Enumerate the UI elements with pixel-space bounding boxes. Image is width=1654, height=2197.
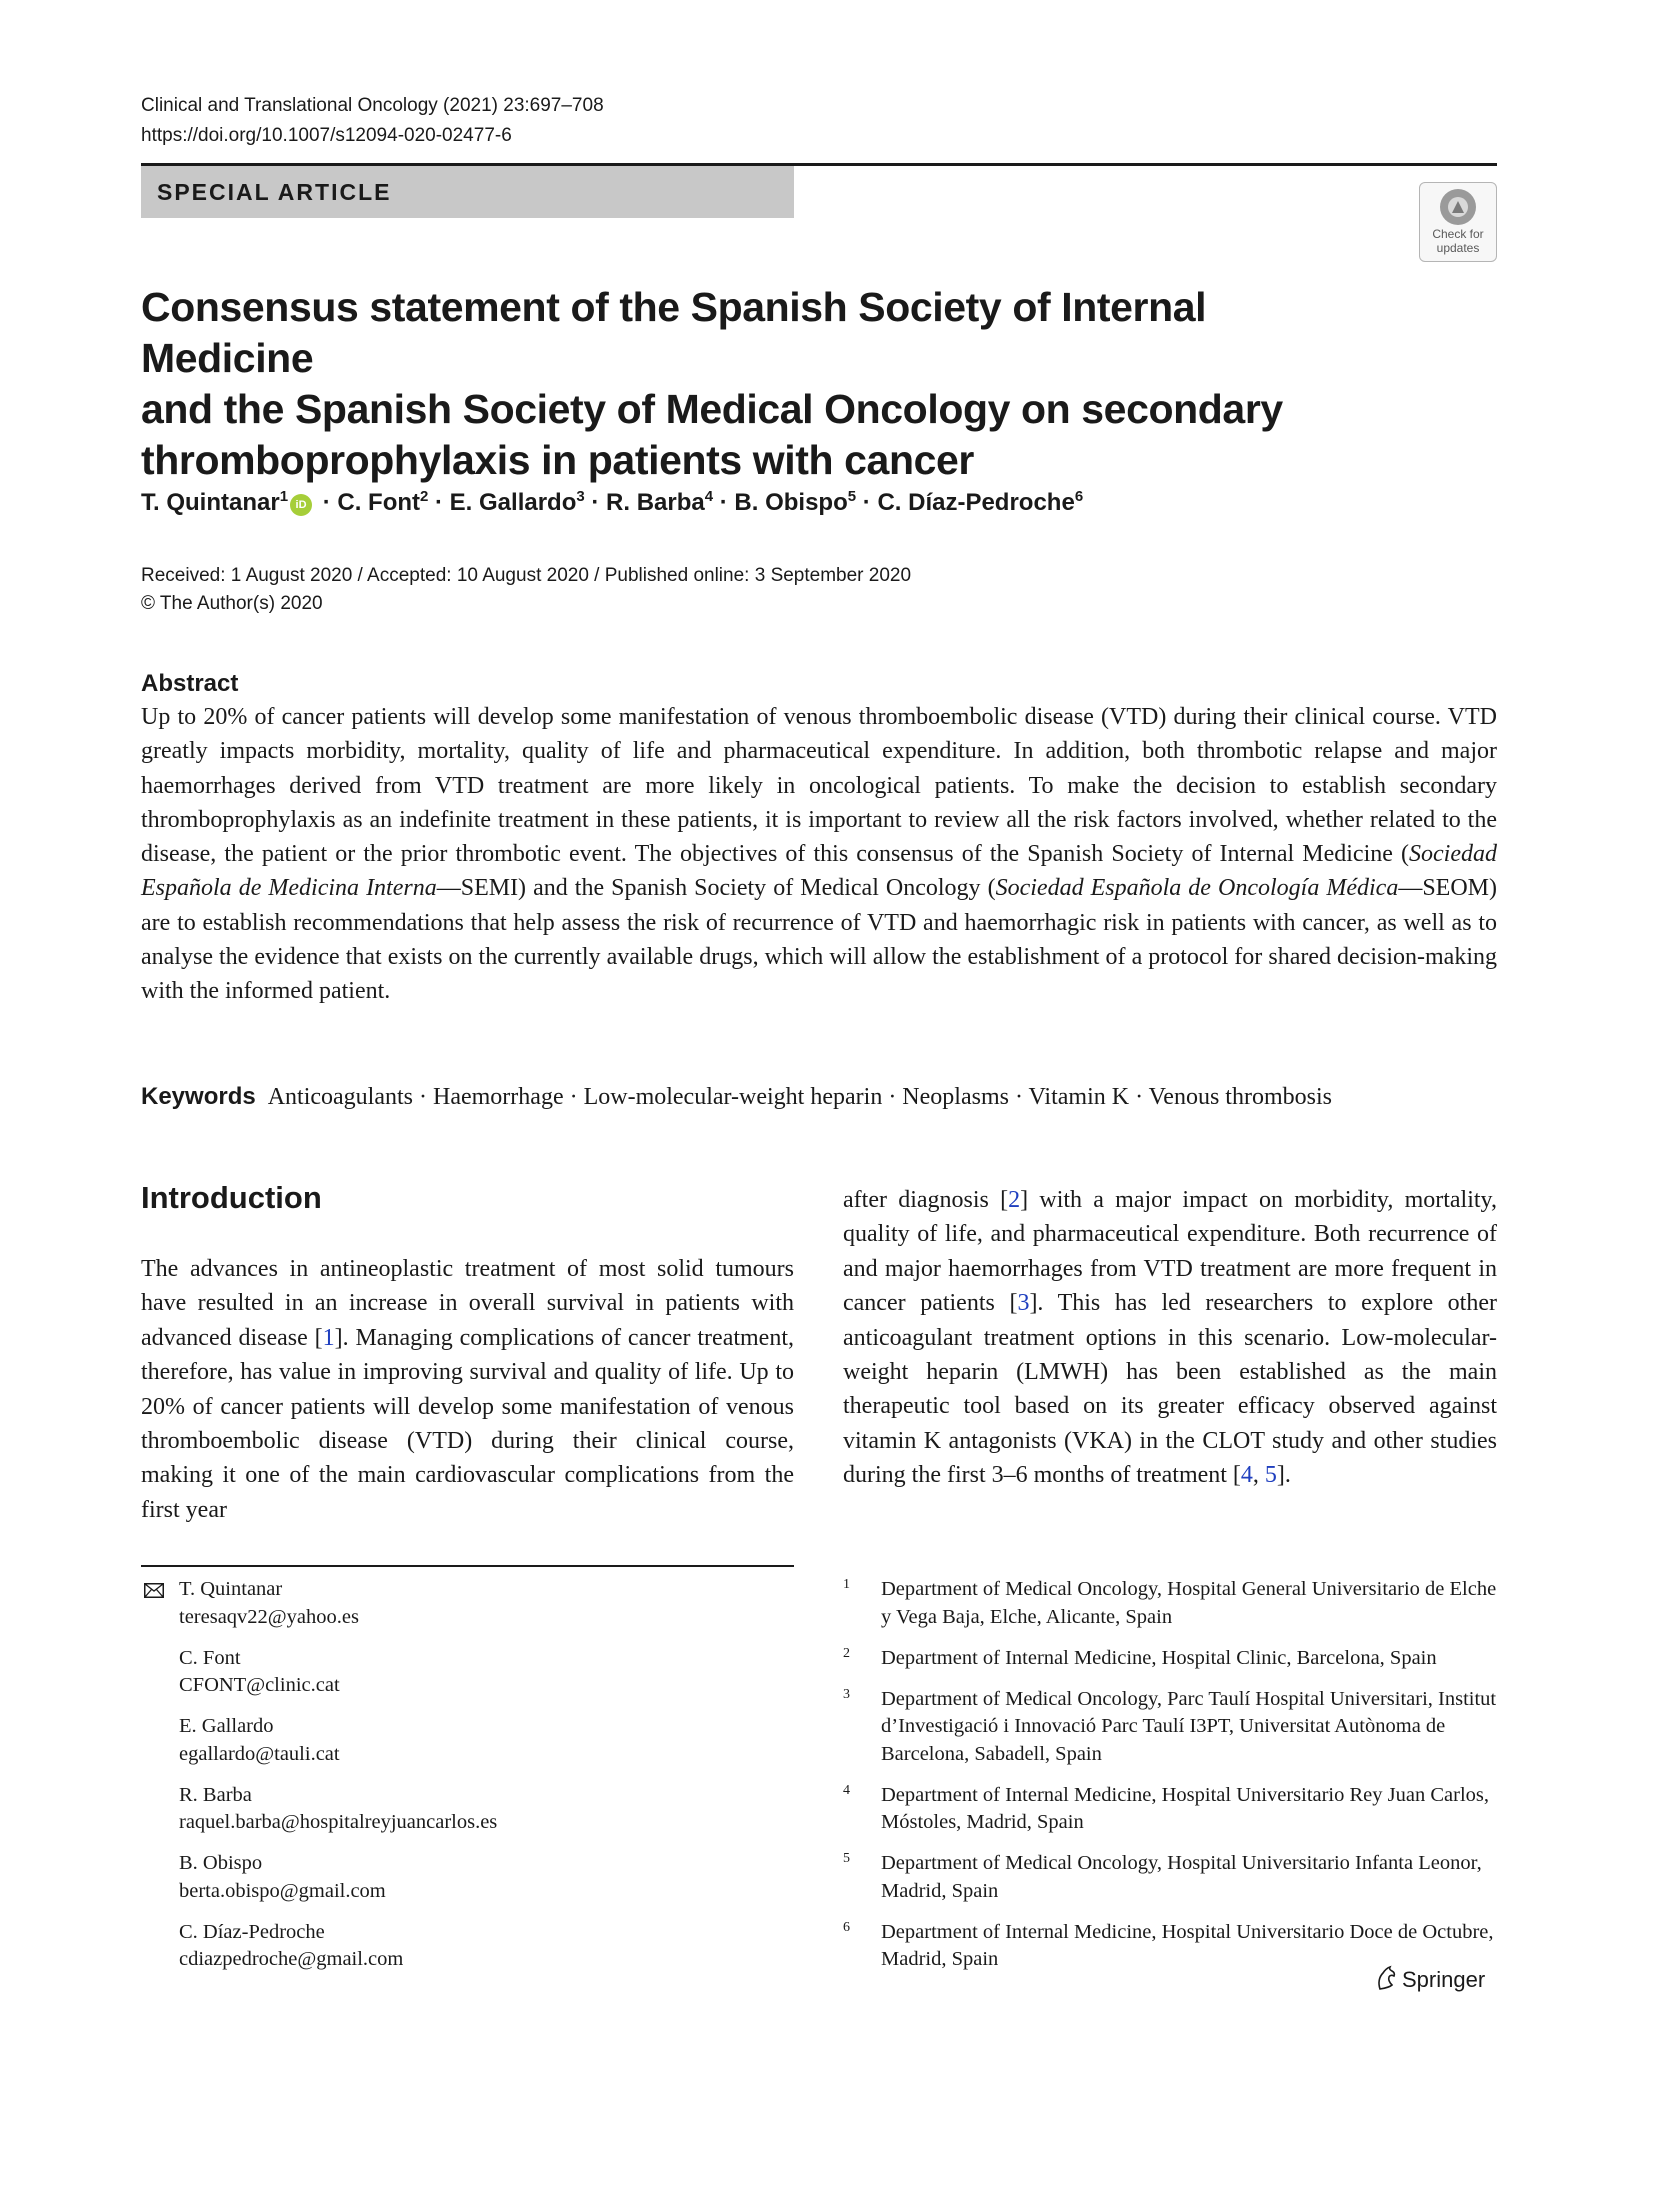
contact-entry — [141, 1850, 794, 1905]
affiliation-text: Department of Internal Medicine, Hospital Universitario Rey Juan Carlos, Móstoles, Madrid, Spain — [881, 1783, 1490, 1833]
abstract-part-3: —SEOM) are to establish recommendations that help assess the risk of recurrence of VTD and haemorrhagic risk in patients with cancer, as well as to analyse the evidence that exists on the currently available drugs, which will allow the establishment of a protocol for shared decision-making with the informed patient. — [141, 875, 1497, 1005]
publisher-name: Springer — [1402, 1967, 1486, 1992]
author-separator: · — [713, 489, 735, 516]
author-affiliation-mark: 3 — [576, 488, 585, 505]
introduction-left-column — [141, 1252, 794, 1527]
abstract-heading: Abstract — [141, 670, 239, 697]
affiliation-number: 3 — [843, 1686, 850, 1702]
abstract-part-2: —SEMI) and the Spanish Society of Medical Oncology ( — [436, 875, 996, 902]
author-separator: · — [856, 489, 878, 516]
author-affiliation-mark: 5 — [847, 488, 857, 505]
author-affiliation-mark: 2 — [420, 488, 429, 505]
footnote-rule — [141, 1565, 794, 1567]
contact-entry — [141, 1576, 794, 1631]
orcid-icon[interactable]: iD — [290, 494, 312, 516]
doi-link[interactable]: https://doi.org/10.1007/s12094-020-02477-6 — [141, 125, 512, 146]
abstract-text — [141, 700, 1497, 1009]
author-name[interactable]: B. Obispo — [734, 489, 848, 516]
intro-text: The advances in antineoplastic treatment of most solid tumours have resulted in an increase in overall survival in patients with advanced disease [ — [141, 1256, 794, 1351]
author-name[interactable]: R. Barba — [606, 489, 705, 516]
author-affiliation-mark: 4 — [704, 488, 714, 505]
intro-text: ]. — [1276, 1462, 1291, 1489]
affiliation-number: 4 — [843, 1782, 850, 1798]
author-affiliation-mark: 1 — [279, 488, 289, 505]
author-name[interactable]: C. Díaz‑Pedroche — [877, 489, 1075, 516]
affiliation-text: Department of Internal Medicine, Hospital Universitario Doce de Octubre, Madrid, Spain — [881, 1920, 1494, 1970]
affiliation-number: 1 — [843, 1577, 850, 1592]
contact-name: C. Font — [179, 1646, 241, 1669]
contact-email[interactable]: egallardo@tauli.cat — [179, 1742, 340, 1765]
citation-separator: , — [1252, 1462, 1265, 1489]
citation-link[interactable]: 3 — [1017, 1290, 1030, 1317]
article-title — [141, 282, 1341, 486]
publication-dates — [141, 562, 911, 618]
section-label: SPECIAL ARTICLE — [141, 166, 794, 218]
keywords-label: Keywords — [141, 1083, 256, 1110]
author-separator: · — [316, 489, 338, 516]
contact-entry — [141, 1919, 794, 1974]
author-name[interactable]: E. Gallardo — [449, 489, 577, 516]
contact-name: B. Obispo — [179, 1852, 263, 1874]
contact-entry — [141, 1645, 794, 1700]
introduction-heading: Introduction — [141, 1180, 322, 1215]
affiliation-text: Department of Medical Oncology, Hospital Universitario Infanta Leonor, Madrid, Spain — [881, 1852, 1482, 1902]
affiliation-entry — [843, 1686, 1497, 1769]
contact-entry — [141, 1713, 794, 1768]
author-separator: · — [584, 489, 607, 516]
intro-text: ]. This has led researchers to explore other anticoagulant treatment options in this scenario. Low-molecular-weight heparin (LMWH) has been established as the main therapeutic tool based on its greater efficacy observed against vitamin K antagonists (VKA) in the CLOT study and other studies during the first 3–6 months of treatment [ — [843, 1290, 1497, 1489]
keywords-list: Anticoagulants · Haemorrhage · Low-molecular-weight heparin · Neoplasms · Vitamin K · Venous thrombosis — [267, 1084, 1332, 1110]
check-updates-line1: Check for — [1432, 227, 1484, 241]
citation-link[interactable]: 1 — [322, 1324, 335, 1351]
affiliation-entry — [843, 1850, 1497, 1905]
journal-citation: Clinical and Translational Oncology (2021) 23:697–708 — [141, 95, 604, 116]
contact-email[interactable]: CFONT@clinic.cat — [179, 1674, 340, 1696]
contact-email[interactable]: raquel.barba@hospitalreyjuancarlos.es — [179, 1811, 498, 1833]
affiliation-number: 5 — [843, 1851, 850, 1866]
check-for-updates-badge[interactable] — [1419, 182, 1497, 262]
affiliation-number: 6 — [843, 1919, 850, 1935]
check-updates-line2: updates — [1436, 241, 1480, 255]
affiliation-number: 2 — [843, 1645, 850, 1661]
publisher-logo — [1374, 1965, 1485, 1995]
keywords — [141, 1080, 1497, 1114]
contact-name: T. Quintanar — [179, 1578, 283, 1600]
intro-text: after diagnosis [ — [843, 1187, 1009, 1213]
affiliation-list — [843, 1576, 1497, 1987]
citation-link[interactable]: 2 — [1008, 1187, 1021, 1213]
author-affiliation-mark: 6 — [1074, 488, 1084, 505]
affiliation-text: Department of Internal Medicine, Hospital Clinic, Barcelona, Spain — [881, 1646, 1437, 1669]
intro-text: ]. Managing complications of cancer treatment, therefore, has value in improving survival and quality of life. Up to 20% of cancer patients will develop some manifestation of venous thromboembolic disease (VTD) during their clinical course, making it one of the main cardiovascular complications from the first year — [141, 1324, 795, 1523]
author-separator: · — [428, 489, 450, 516]
author-name[interactable]: T. Quintanar — [141, 489, 280, 516]
contact-email[interactable]: teresaqv22@yahoo.es — [179, 1605, 359, 1628]
copyright-line: © The Author(s) 2020 — [141, 593, 323, 614]
contact-name: R. Barba — [179, 1783, 252, 1806]
title-line-1: Consensus statement of the Spanish Society of Internal Medicine — [141, 284, 1207, 381]
abstract-part-1: Up to 20% of cancer patients will develop some manifestation of venous thromboembolic disease (VTD) during their clinical course. VTD greatly impacts morbidity, mortality, quality of life and pharmaceutical expenditure. In addition, both thrombotic relapse and major haemorrhages derived from VTD treatment are more likely in oncological patients. To make the decision to establish secondary thromboprophylaxis as an indefinite treatment in these patients, it is important to review all the risk factors involved, whether related to the disease, the patient or the prior thrombotic event. The objectives of this consensus of the Spanish Society of Internal Medicine ( — [141, 704, 1497, 868]
seom-spanish-name: Sociedad Española de Oncología Médica — [995, 875, 1399, 902]
semi-spanish-name: Sociedad Española de Medicina Interna — [141, 841, 1497, 902]
contact-email[interactable]: berta.obispo@gmail.com — [179, 1879, 386, 1902]
contact-entry — [141, 1782, 794, 1837]
title-line-3: thromboprophylaxis in patients with cancer — [141, 437, 974, 483]
citation-link[interactable]: 4 — [1240, 1462, 1253, 1489]
introduction-right-column — [843, 1183, 1497, 1493]
history-dates: Received: 1 August 2020 / Accepted: 10 August 2020 / Published online: 3 September 2020 — [141, 565, 912, 586]
springer-horse-icon — [1374, 1965, 1398, 1991]
author-name[interactable]: C. Font — [337, 489, 420, 516]
journal-header — [141, 91, 604, 151]
intro-text: ] with a major impact on morbidity, mortality, quality of life, and pharmaceutical expenditure. Both recurrence of and major haemorrhages from VTD treatment are more frequent in cancer patients [ — [843, 1187, 1497, 1317]
title-line-2: and the Spanish Society of Medical Oncology on secondary — [141, 386, 1283, 432]
contact-name: C. Díaz‑Pedroche — [179, 1920, 325, 1943]
affiliation-entry — [843, 1782, 1497, 1837]
check-updates-icon — [1438, 187, 1478, 227]
affiliation-entry — [843, 1576, 1497, 1631]
affiliation-text: Department of Medical Oncology, Hospital General Universitario de Elche y Vega Baja, Elche, Alicante, Spain — [881, 1578, 1497, 1628]
contact-email[interactable]: cdiazpedroche@gmail.com — [179, 1948, 404, 1970]
author-list — [141, 480, 1083, 520]
citation-link[interactable]: 5 — [1264, 1462, 1277, 1489]
affiliation-text: Department of Medical Oncology, Parc Taulí Hospital Universitari, Institut d’Investigació i Innovació Parc Taulí I3PT, Universitat Autònoma de Barcelona, Sabadell, Spain — [881, 1687, 1497, 1765]
contact-name: E. Gallardo — [179, 1715, 274, 1737]
corresponding-authors — [141, 1576, 794, 1987]
envelope-icon — [144, 1583, 164, 1598]
affiliation-entry — [843, 1645, 1497, 1673]
